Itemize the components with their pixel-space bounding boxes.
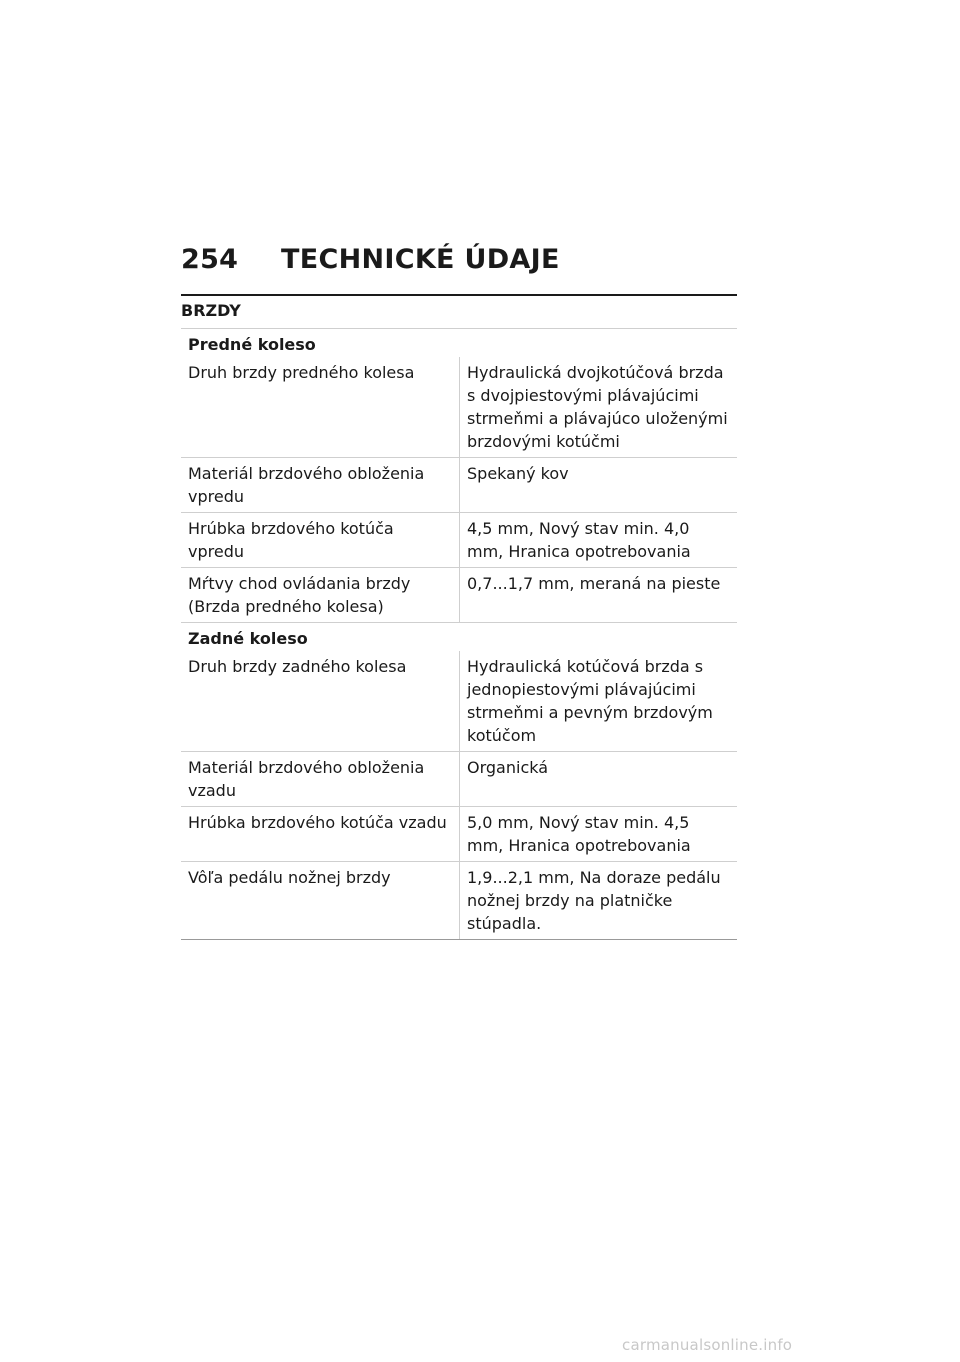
- spec-label: Mŕtvy chod ovládania brzdy (Brzda predného kolesa): [181, 568, 460, 623]
- table-row: [181, 807, 737, 862]
- table-row: [181, 357, 737, 458]
- spec-label: Materiál brzdového obloženia vzadu: [181, 752, 460, 807]
- group-row-rear: [181, 623, 737, 652]
- spec-value: Spekaný kov: [460, 458, 738, 513]
- spec-value: Hydraulická kotúčová brzda s jednopiestovými plávajúcimi strmeňmi a pevným brzdovým kotúčom: [460, 651, 738, 752]
- spec-label: Druh brzdy zadného kolesa: [181, 651, 460, 752]
- spec-value: Hydraulická dvojkotúčová brzda s dvojpiestovými plávajúcimi strmeňmi a plávajúco uloženými brzdovými kotúčmi: [460, 357, 738, 458]
- spec-label: Vôľa pedálu nožnej brzdy: [181, 862, 460, 940]
- page-number: 254: [181, 244, 239, 275]
- page-title: TECHNICKÉ ÚDAJE: [281, 244, 560, 275]
- watermark-footer: carmanualsonline.info: [622, 1336, 793, 1354]
- section-title: BRZDY: [181, 296, 737, 329]
- group-title: Zadné koleso: [188, 629, 308, 648]
- table-row: [181, 862, 737, 940]
- spec-label: Materiál brzdového obloženia vpredu: [181, 458, 460, 513]
- brakes-table: [181, 329, 737, 940]
- table-row: [181, 458, 737, 513]
- spec-value: 5,0 mm, Nový stav min. 4,5 mm, Hranica opotrebovania: [460, 807, 738, 862]
- table-row: [181, 568, 737, 623]
- table-row: [181, 651, 737, 752]
- spec-value: 4,5 mm, Nový stav min. 4,0 mm, Hranica opotrebovania: [460, 513, 738, 568]
- brakes-section: [181, 294, 737, 940]
- group-title: Predné koleso: [188, 335, 316, 354]
- table-row: [181, 513, 737, 568]
- spec-value: 0,7...1,7 mm, meraná na pieste: [460, 568, 738, 623]
- page-header: [181, 244, 560, 275]
- spec-value: Organická: [460, 752, 738, 807]
- spec-value: 1,9...2,1 mm, Na doraze pedálu nožnej brzdy na platničke stúpadla.: [460, 862, 738, 940]
- table-row: [181, 752, 737, 807]
- spec-label: Hrúbka brzdového kotúča vpredu: [181, 513, 460, 568]
- spec-label: Druh brzdy predného kolesa: [181, 357, 460, 458]
- spec-label: Hrúbka brzdového kotúča vzadu: [181, 807, 460, 862]
- group-row-front: [181, 329, 737, 357]
